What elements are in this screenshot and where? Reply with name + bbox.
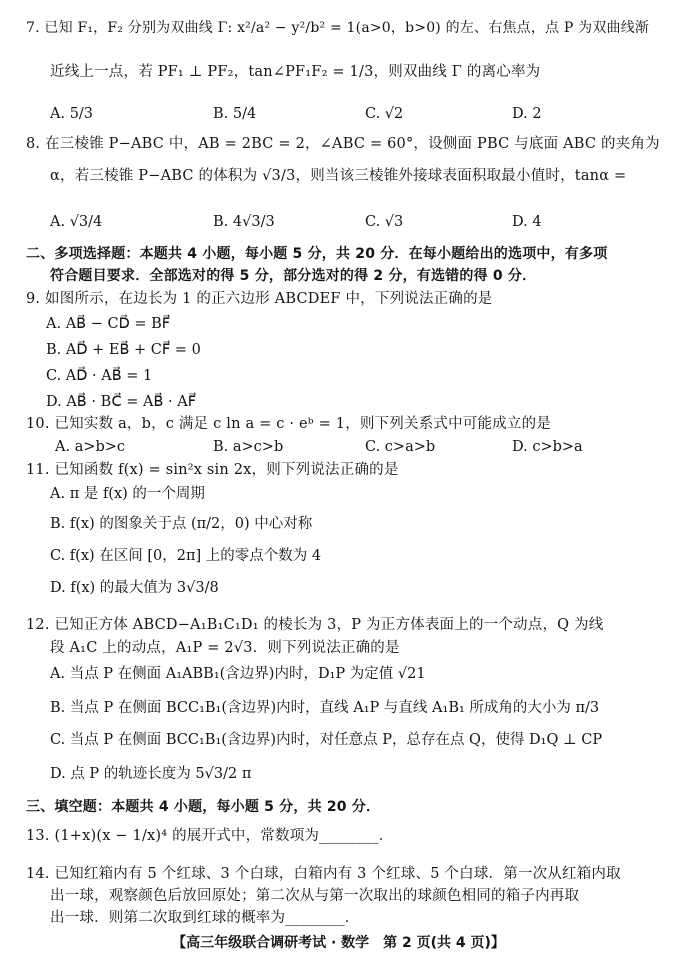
q10-option-d: D. c>b>a <box>512 439 583 455</box>
q8-option-c: C. √3 <box>365 214 404 230</box>
q10-option-a: A. a>b>c <box>55 439 126 455</box>
q12-option-a: A. 当点 P 在侧面 A₁ABB₁(含边界)内时，D₁P 为定值 √21 <box>50 666 426 682</box>
q8-line1: 8. 在三棱锥 P−ABC 中，AB = 2BC = 2，∠ABC = 60°，设侧面 PBC 与底面 ABC 的夹角为 <box>26 136 660 152</box>
q11-option-c: C. f(x) 在区间 [0，2π] 上的零点个数为 4 <box>50 548 322 564</box>
q10-stem: 10. 已知实数 a，b，c 满足 c ln a = c · eᵇ = 1，则下列关系式中可能成立的是 <box>26 416 551 432</box>
q7-option-d: D. 2 <box>512 106 542 122</box>
q11-stem: 11. 已知函数 f(x) = sin²x sin 2x，则下列说法正确的是 <box>26 462 399 478</box>
q10-option-c: C. c>a>b <box>365 439 436 455</box>
q7-option-c: C. √2 <box>365 106 404 122</box>
q12-option-b: B. 当点 P 在侧面 BCC₁B₁(含边界)内时，直线 A₁P 与直线 A₁B₁ 所成角的大小为 π/3 <box>50 700 600 716</box>
q8-option-a: A. √3/4 <box>50 214 103 230</box>
section2-heading-line2: 符合题目要求．全部选对的得 5 分，部分选对的得 2 分，有选错的得 0 分． <box>50 268 537 284</box>
section3-heading: 三、填空题：本题共 4 小题，每小题 5 分，共 20 分． <box>26 799 381 815</box>
q13-stem: 13. (1+x)(x − 1/x)⁴ 的展开式中，常数项为________． <box>26 828 394 844</box>
q12-option-c: C. 当点 P 在侧面 BCC₁B₁(含边界)内时，对任意点 P，总存在点 Q，使得 D₁Q ⊥ CP <box>50 732 603 748</box>
q12-line2: 段 A₁C 上的动点，A₁P = 2√3．则下列说法正确的是 <box>50 640 400 656</box>
q11-option-a: A. π 是 f(x) 的一个周期 <box>50 486 205 502</box>
q10-option-b: B. a>c>b <box>213 439 284 455</box>
q7-line1: 7. 已知 F₁，F₂ 分别为双曲线 Γ: x²/a² − y²/b² = 1(a>0，b>0) 的左、右焦点，点 P 为双曲线渐 <box>26 20 650 36</box>
q14-line2: 出一球，观察颜色后放回原处；第二次从与第一次取出的球颜色相同的箱子内再取 <box>50 888 580 904</box>
q8-option-b: B. 4√3/3 <box>213 214 275 230</box>
q12-option-d: D. 点 P 的轨迹长度为 5√3/2 π <box>50 766 252 782</box>
q11-option-b: B. f(x) 的图象关于点 (π/2，0) 中心对称 <box>50 516 313 532</box>
q7-option-a: A. 5/3 <box>50 106 94 122</box>
q9-option-d: D. AB⃗ · BC⃗ = AB⃗ · AF⃗ <box>46 394 197 410</box>
q9-option-b: B. AD⃗ + EB⃗ + CF⃗ = 0 <box>46 342 201 358</box>
q14-line1: 14. 已知红箱内有 5 个红球、3 个白球，白箱内有 3 个红球、5 个白球．第一次从红箱内取 <box>26 866 621 882</box>
q7-option-b: B. 5/4 <box>213 106 257 122</box>
q12-line1: 12. 已知正方体 ABCD−A₁B₁C₁D₁ 的棱长为 3，P 为正方体表面上的一个动点，Q 为线 <box>26 617 604 633</box>
page-footer: 【高三年级联合调研考试 · 数学 第 2 页(共 4 页)】 <box>172 935 505 951</box>
q11-option-d: D. f(x) 的最大值为 3√3/8 <box>50 580 219 596</box>
q7-line2: 近线上一点，若 PF₁ ⊥ PF₂，tan∠PF₁F₂ = 1/3，则双曲线 Γ 的离心率为 <box>50 64 541 80</box>
q9-stem: 9. 如图所示，在边长为 1 的正六边形 ABCDEF 中，下列说法正确的是 <box>26 291 493 307</box>
section2-heading-line1: 二、多项选择题：本题共 4 小题，每小题 5 分，共 20 分．在每小题给出的选项中，有多项 <box>26 246 608 262</box>
q14-line3: 出一球．则第二次取到红球的概率为________． <box>50 910 360 926</box>
q8-line2: α，若三棱锥 P−ABC 的体积为 √3/3，则当该三棱锥外接球表面积取最小值时，tanα = <box>50 168 627 184</box>
q9-option-c: C. AD⃗ · AB⃗ = 1 <box>46 368 153 384</box>
q8-option-d: D. 4 <box>512 214 542 230</box>
q9-option-a: A. AB⃗ − CD⃗ = BF⃗ <box>46 316 171 332</box>
